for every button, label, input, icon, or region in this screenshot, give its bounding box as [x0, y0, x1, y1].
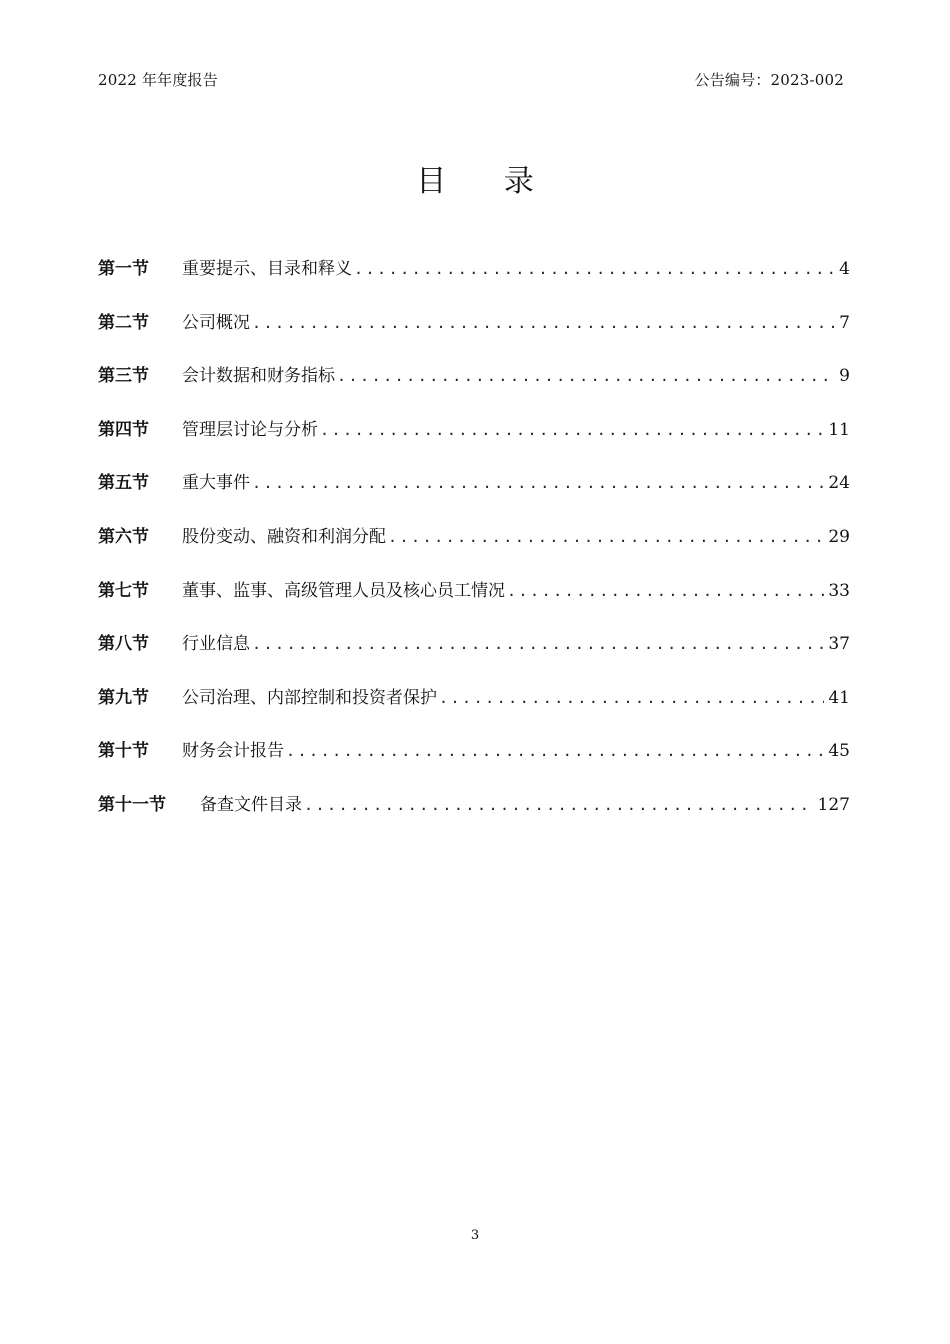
- toc-section-title: 财务会计报告: [182, 741, 284, 762]
- toc-page-number: 41: [828, 687, 850, 708]
- toc-entry[interactable]: [98, 625, 850, 679]
- toc-page-number: 33: [828, 580, 850, 601]
- toc-section-title: 重大事件: [182, 473, 250, 494]
- toc-dot-leader: [320, 411, 824, 449]
- toc-dot-leader: [252, 464, 824, 502]
- toc-dot-leader: [286, 732, 824, 770]
- toc-entry[interactable]: [98, 250, 850, 304]
- toc-dot-leader: [507, 572, 824, 610]
- toc-section-number: 第三节: [98, 366, 149, 387]
- toc-page-number: 9: [839, 366, 850, 387]
- page-number: 3: [470, 1228, 480, 1243]
- toc-section-number: 第五节: [98, 473, 149, 494]
- report-year-label: 2022 年年度报告: [98, 70, 218, 89]
- toc-dot-leader: [252, 304, 835, 342]
- page-title: 目 录: [416, 164, 558, 199]
- toc-section-number: 第七节: [98, 580, 149, 601]
- toc-section-number: 第八节: [98, 634, 149, 655]
- toc-entry[interactable]: [98, 304, 850, 358]
- toc-dot-leader: [354, 250, 835, 288]
- toc-entry[interactable]: [98, 572, 850, 626]
- toc-page-number: 37: [828, 634, 850, 655]
- page-header: [98, 68, 844, 90]
- toc-section-title: 公司概况: [182, 312, 250, 333]
- toc-dot-leader: [252, 625, 824, 663]
- toc-page-number: 29: [828, 526, 850, 547]
- toc-page-number: 7: [839, 312, 850, 333]
- toc-dot-leader: [337, 357, 835, 395]
- toc-entry[interactable]: [98, 357, 850, 411]
- toc-section-number: 第六节: [98, 526, 149, 547]
- toc-section-title: 行业信息: [182, 634, 250, 655]
- toc-section-number: 第十一节: [98, 794, 166, 815]
- toc-page-number: 127: [817, 794, 850, 815]
- toc-page-number: 11: [828, 419, 850, 440]
- toc-page-number: 24: [828, 473, 850, 494]
- toc-section-title: 重要提示、目录和释义: [182, 259, 352, 279]
- toc-section-number: 第一节: [98, 259, 149, 279]
- toc-section-number: 第二节: [98, 312, 149, 333]
- announcement-number: 公告编号：2023-002: [694, 70, 844, 89]
- toc-section-number: 第九节: [98, 687, 149, 708]
- toc-entry[interactable]: [98, 518, 850, 572]
- toc-section-title: 股份变动、融资和利润分配: [182, 526, 386, 547]
- toc-section-title: 会计数据和财务指标: [182, 366, 335, 387]
- toc-section-title: 董事、监事、高级管理人员及核心员工情况: [182, 580, 505, 601]
- toc-entry[interactable]: [98, 464, 850, 518]
- table-of-contents: [98, 250, 850, 840]
- toc-dot-leader: [304, 786, 814, 824]
- toc-dot-leader: [388, 518, 824, 556]
- toc-section-title: 公司治理、内部控制和投资者保护: [182, 687, 437, 708]
- toc-section-title: 备查文件目录: [200, 794, 302, 815]
- toc-section-number: 第十节: [98, 741, 149, 762]
- toc-entry[interactable]: [98, 679, 850, 733]
- toc-section-number: 第四节: [98, 419, 149, 440]
- toc-page-number: 45: [828, 741, 850, 762]
- toc-dot-leader: [439, 679, 824, 717]
- toc-section-title: 管理层讨论与分析: [182, 419, 318, 440]
- toc-entry[interactable]: [98, 786, 850, 840]
- toc-page-number: 4: [839, 259, 850, 279]
- toc-entry[interactable]: [98, 411, 850, 465]
- toc-entry[interactable]: [98, 732, 850, 786]
